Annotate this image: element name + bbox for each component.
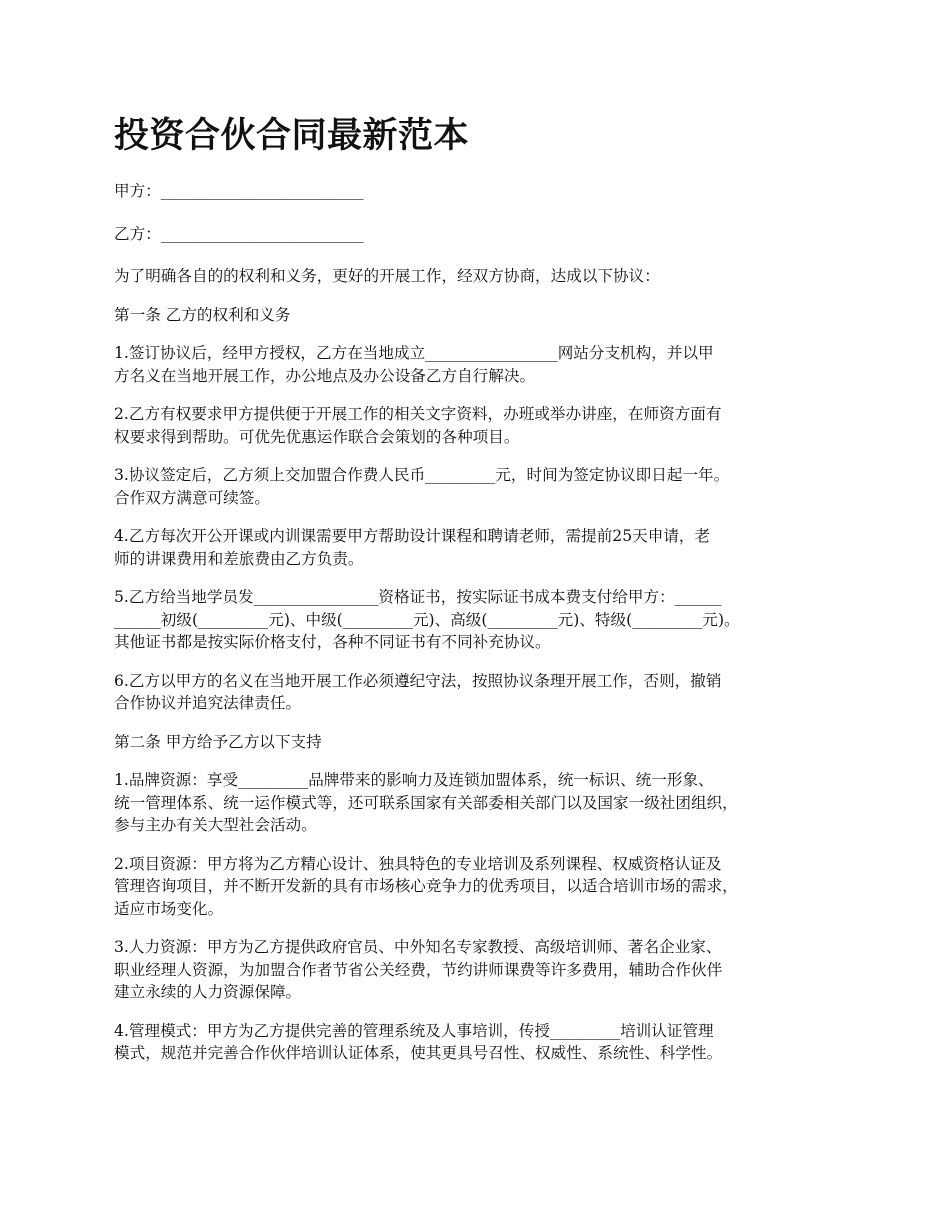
text-line: 3.协议签定后，乙方须上交加盟合作费人民币_________元，时间为签定协议即日起一年。 — [114, 466, 730, 484]
text-line: 2.乙方有权要求甲方提供便于开展工作的相关文字资料，办班或举办讲座，在师资方面有 — [114, 405, 722, 423]
article1-item — [114, 586, 854, 654]
text-line: 参与主办有关大型社会活动。 — [114, 816, 317, 834]
document-title: 投资合伙合同最新范本 — [114, 116, 470, 156]
text-line: 4.乙方每次开公开课或内训课需要甲方帮助设计课程和聘请老师，需提前25天申请，老 — [114, 527, 711, 545]
text-line: 管理咨询项目，并不断开发新的具有市场核心竞争力的优秀项目，以适合培训市场的需求， — [114, 877, 738, 895]
text-line: 5.乙方给当地学员发________________资格证书，按实际证书成本费支付给甲方：______ — [114, 588, 722, 606]
article1-item — [114, 670, 854, 715]
text-line: 合作双方满意可续签。 — [114, 488, 270, 507]
text-line: 合作协议并追究法律责任。 — [114, 694, 302, 712]
text-line: 适应市场变化。 — [114, 899, 224, 918]
text-line: 6.乙方以甲方的名义在当地开展工作必须遵纪守法，按照协议条理开展工作，否则，撤销 — [114, 671, 722, 690]
article2-item — [114, 853, 854, 921]
text-line: ______初级(_________元)、中级(_________元)、高级(_________元)、特级(_________元)。 — [114, 610, 740, 629]
article2-item — [114, 1020, 854, 1065]
text-line: 1.签订协议后，经甲方授权，乙方在当地成立_________________网站分支机构，并以甲 — [114, 344, 714, 362]
text-line: 模式，规范并完善合作伙伴培训认证体系，使其更具号召性、权威性、系统性、科学性。 — [114, 1044, 723, 1062]
intro-paragraph: 为了明确各自的的权利和义务，更好的开展工作，经双方协商，达成以下协议： — [114, 267, 660, 285]
party-a-line: 甲方：__________________________ — [114, 182, 364, 200]
text-line: 3.人力资源：甲方为乙方提供政府官员、中外知名专家教授、高级培训师、著名企业家、 — [114, 938, 722, 956]
text-line: 4.管理模式：甲方为乙方提供完善的管理系统及人事培训，传授_________培训认证管理 — [114, 1021, 714, 1040]
text-line: 1.品牌资源：享受_________品牌带来的影响力及连锁加盟体系，统一标识、统一形象、 — [114, 771, 714, 789]
text-line: 建立永续的人力资源保障。 — [114, 983, 302, 1001]
text-line: 其他证书都是按实际价格支付，各种不同证书有不同补充协议。 — [114, 633, 551, 651]
document-page — [114, 110, 854, 1081]
text-line: 权要求得到帮助。可优先优惠运作联合会策划的各种项目。 — [114, 427, 520, 446]
article1-item — [114, 525, 854, 570]
article1-item — [114, 464, 854, 509]
party-b-line: 乙方：__________________________ — [114, 224, 364, 243]
article2-item — [114, 936, 854, 1004]
article2-heading: 第二条 甲方给予乙方以下支持 — [114, 732, 322, 751]
article1-item — [114, 403, 854, 448]
text-line: 职业经理人资源，为加盟合作者节省公关经费，节约讲师课费等许多费用，辅助合作伙伴 — [114, 960, 723, 979]
text-line: 统一管理体系、统一运作模式等，还可联系国家有关部委相关部门以及国家一级社团组织， — [114, 793, 738, 812]
text-line: 2.项目资源：甲方将为乙方精心设计、独具特色的专业培训及系列课程、权威资格认证及 — [114, 854, 722, 873]
article2-item — [114, 769, 854, 837]
text-line: 师的讲课费用和差旅费由乙方负责。 — [114, 549, 364, 568]
text-line: 方名义在当地开展工作，办公地点及办公设备乙方自行解决。 — [114, 366, 536, 385]
article1-heading: 第一条 乙方的权利和义务 — [114, 305, 291, 324]
article1-item — [114, 342, 854, 387]
